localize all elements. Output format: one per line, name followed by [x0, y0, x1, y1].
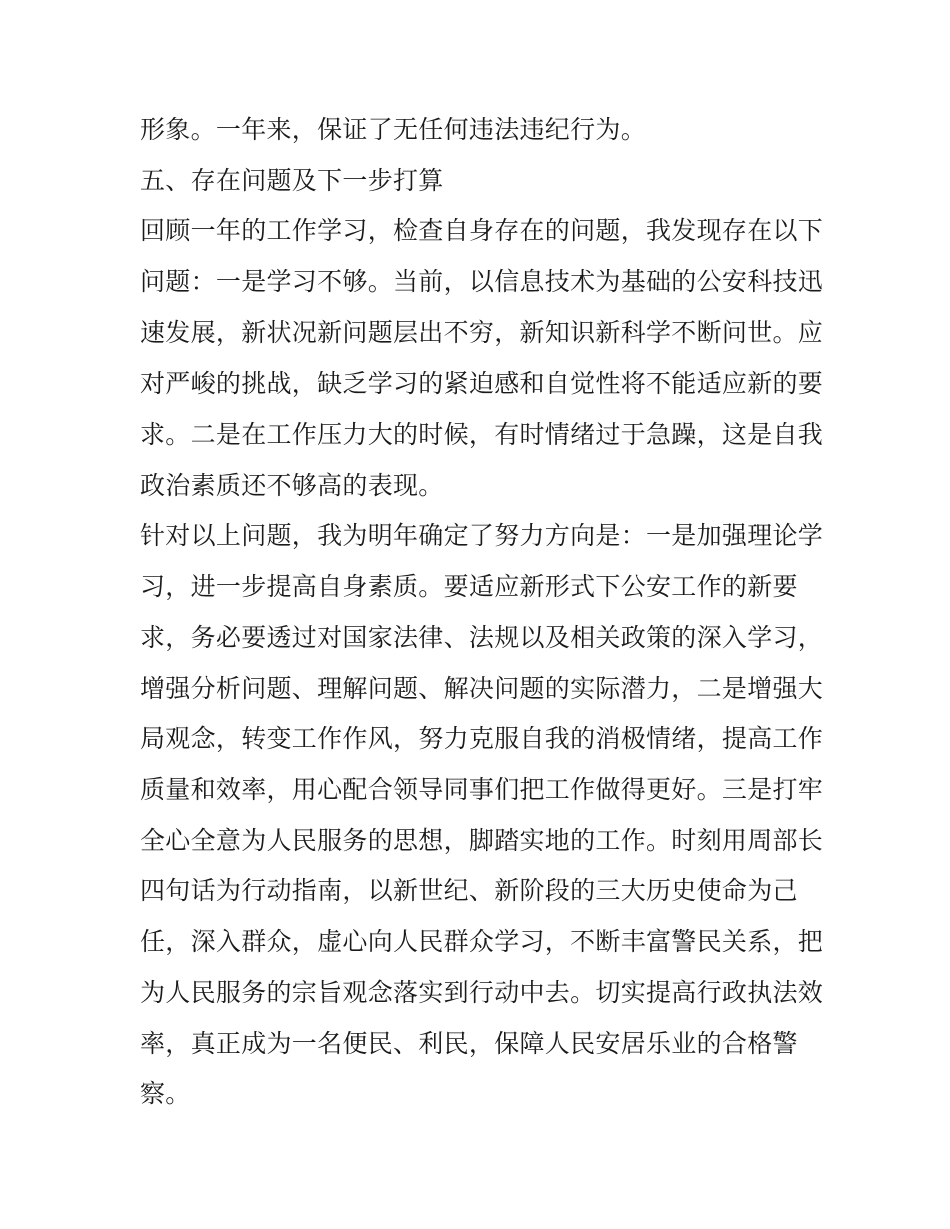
text-line: 针对以上问题，我为明年确定了努力方向是：一是加强理论学: [140, 521, 824, 550]
section-heading: 五、存在问题及下一步打算: [140, 166, 444, 195]
text-line: 率，真正成为一名便民、利民，保障人民安居乐业的合格警: [140, 1029, 798, 1058]
text-line: 求。二是在工作压力大的时候，有时情绪过于急躁，这是自我: [140, 420, 824, 449]
text-line: 问题：一是学习不够。当前，以信息技术为基础的公安科技迅: [140, 267, 824, 296]
text-line: 质量和效率，用心配合领导同事们把工作做得更好。三是打牢: [140, 775, 824, 804]
text-line: 速发展，新状况新问题层出不穷，新知识新科学不断问世。应: [140, 318, 824, 347]
text-line: 求，务必要透过对国家法律、法规以及相关政策的深入学习，: [140, 623, 824, 652]
text-line: 四句话为行动指南，以新世纪、新阶段的三大历史使命为己: [140, 876, 798, 905]
text-line: 察。: [140, 1079, 191, 1108]
text-line: 政治素质还不够高的表现。: [140, 471, 444, 500]
text-line: 增强分析问题、理解问题、解决问题的实际潜力，二是增强大: [140, 674, 824, 703]
text-line: 形象。一年来，保证了无任何违法违纪行为。: [140, 115, 647, 144]
text-line: 任，深入群众，虚心向人民群众学习，不断丰富警民关系，把: [140, 927, 824, 956]
text-line: 全心全意为人民服务的思想，脚踏实地的工作。时刻用周部长: [140, 826, 824, 855]
text-line: 对严峻的挑战，缺乏学习的紧迫感和自觉性将不能适应新的要: [140, 369, 824, 398]
text-line: 习，进一步提高自身素质。要适应新形式下公安工作的新要: [140, 572, 798, 601]
text-line: 回顾一年的工作学习，检查自身存在的问题，我发现存在以下: [140, 216, 824, 245]
text-line: 局观念，转变工作作风，努力克服自我的消极情绪，提高工作: [140, 724, 824, 753]
text-line: 为人民服务的宗旨观念落实到行动中去。切实提高行政执法效: [140, 978, 824, 1007]
